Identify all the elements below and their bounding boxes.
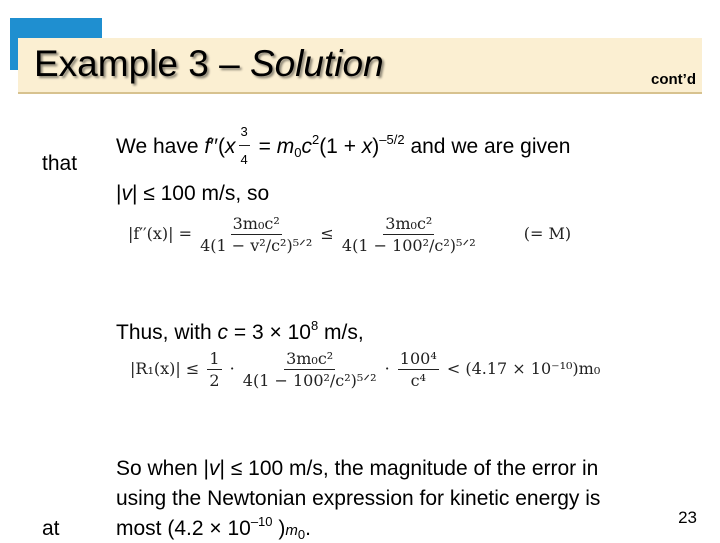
page-number: 23 — [678, 508, 697, 527]
num: 3m₀c² — [286, 349, 334, 368]
var-x: x — [225, 135, 236, 159]
text: m/s, — [318, 321, 364, 344]
text: | ≤ 100 m/s, so — [131, 182, 270, 205]
text: We have — [116, 135, 205, 159]
sub: 0 — [294, 145, 302, 161]
fraction — [200, 214, 312, 255]
line-newtonian: using the Newtonian expression for kinetic energy is — [116, 487, 601, 510]
num: 3 — [239, 119, 250, 146]
title-main: Example 3 – — [34, 43, 240, 84]
continued-label: cont’d — [651, 71, 696, 88]
line-velocity-bound — [116, 181, 269, 206]
equation-f-double-prime-bound — [128, 214, 571, 255]
var-m: m — [276, 135, 295, 159]
text: ) — [372, 135, 380, 159]
var-v: v — [121, 182, 132, 205]
var-c: c — [217, 321, 229, 344]
text: = 3 × 10 — [228, 321, 311, 344]
line-so-when — [116, 456, 598, 481]
slide-title — [34, 42, 384, 86]
text: ′′( — [210, 135, 226, 159]
line-most — [116, 516, 311, 543]
fraction — [398, 349, 439, 390]
var-m: m — [285, 522, 298, 539]
den: 4(1 − 100²/c²)⁵ᐟ² — [242, 371, 377, 390]
eq-op: · — [379, 359, 395, 378]
text: Thus, with — [116, 321, 218, 344]
title-underline — [18, 92, 702, 94]
text: So when | — [116, 457, 210, 480]
num: 3m₀c² — [385, 214, 433, 233]
num: 3m₀c² — [232, 214, 280, 233]
var-v: v — [209, 457, 220, 480]
text: . — [305, 517, 311, 540]
sup: 2 — [311, 132, 320, 148]
den: c⁴ — [410, 371, 426, 390]
var-f: f — [204, 135, 211, 159]
line-thus — [116, 320, 364, 345]
word-at: at — [42, 517, 60, 540]
eq-lhs: |f′′(x)| = — [128, 224, 198, 243]
text: | ≤ 100 m/s, the magnitude of the error in — [219, 457, 599, 480]
sub: 0 — [297, 527, 306, 542]
sup: –5/2 — [379, 132, 405, 148]
line-we-have — [116, 121, 570, 174]
eq-lhs: |R₁(x)| ≤ — [130, 359, 205, 378]
den: 4(1 − v²/c²)⁵ᐟ² — [200, 236, 313, 255]
text: = — [252, 135, 277, 159]
text: | — [116, 182, 122, 205]
equation-remainder-bound — [130, 349, 600, 390]
sup: 8 — [310, 318, 319, 333]
eq-op: · — [224, 359, 240, 378]
fraction — [239, 119, 250, 172]
text: most (4.2 × 10 — [116, 517, 251, 540]
text: and we are given — [404, 135, 571, 159]
eq-op: ≤ — [315, 224, 339, 243]
eq-rhs: (= M) — [518, 224, 572, 243]
title-italic: Solution — [249, 43, 384, 84]
var-x: x — [361, 135, 373, 159]
eq-rhs: < (4.17 × 10⁻¹⁰)m₀ — [441, 359, 601, 378]
den: 4(1 − 100²/c²)⁵ᐟ² — [341, 236, 476, 255]
fraction — [342, 214, 476, 255]
den: 2 — [209, 371, 220, 390]
var-c: c — [301, 135, 312, 159]
den: 4 — [240, 152, 248, 167]
fraction — [207, 349, 221, 390]
text: (1 + — [319, 135, 362, 159]
num: 1 — [209, 349, 220, 368]
num: 100⁴ — [399, 349, 437, 368]
sup: –10 — [250, 514, 273, 529]
text: ) — [272, 517, 286, 540]
word-that: that — [42, 152, 78, 175]
fraction — [243, 349, 377, 390]
